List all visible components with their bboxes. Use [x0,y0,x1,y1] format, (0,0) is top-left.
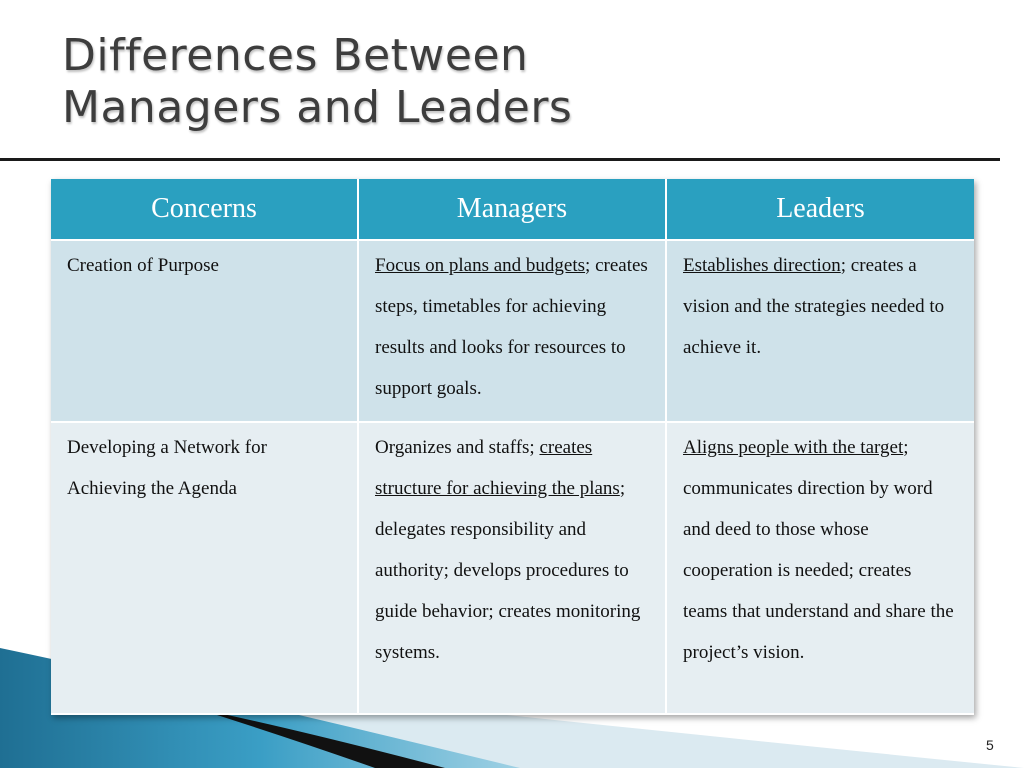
managers-text-lead: Organizes and staffs; [375,437,540,458]
cell-concern [51,240,358,422]
leaders-text: ; communicates direction by word and deed to those whose cooperation is needed; creates teams that understand and share the project’s vision. [683,437,954,663]
leaders-key-phrase: Aligns people with the target [683,437,904,458]
managers-text: ; creates steps, timetables for achieving results and looks for resources to support goals. [375,255,648,399]
title-divider [0,158,1000,161]
header-concerns: Concerns [51,179,358,240]
managers-key-phrase: Focus on plans and budgets [375,255,586,276]
cell-managers [358,240,666,422]
cell-leaders [666,240,974,422]
leaders-key-phrase: Establishes direction [683,255,841,276]
managers-key-phrase: creates structure for achieving the plans [375,437,620,499]
table-header-row [51,179,974,240]
table-row [51,422,974,714]
table-row [51,240,974,422]
header-managers: Managers [358,179,666,240]
slide-title [62,30,572,134]
header-leaders: Leaders [666,179,974,240]
slide-title-line-1: Differences Between [62,30,529,81]
slide-number: 5 [986,737,994,753]
slide-title-line-2: Managers and Leaders [62,82,573,133]
comparison-table [51,179,974,715]
concern-text: Creation of Purpose [67,255,219,276]
cell-concern [51,422,358,714]
cell-leaders [666,422,974,714]
leaders-text: ; creates a vision and the strategies needed to achieve it. [683,255,945,358]
cell-managers [358,422,666,714]
managers-text: ; delegates responsibility and authority; develops procedures to guide behavior; creates monitoring systems. [375,478,641,663]
concern-text: Developing a Network for Achieving the Agenda [67,437,267,499]
